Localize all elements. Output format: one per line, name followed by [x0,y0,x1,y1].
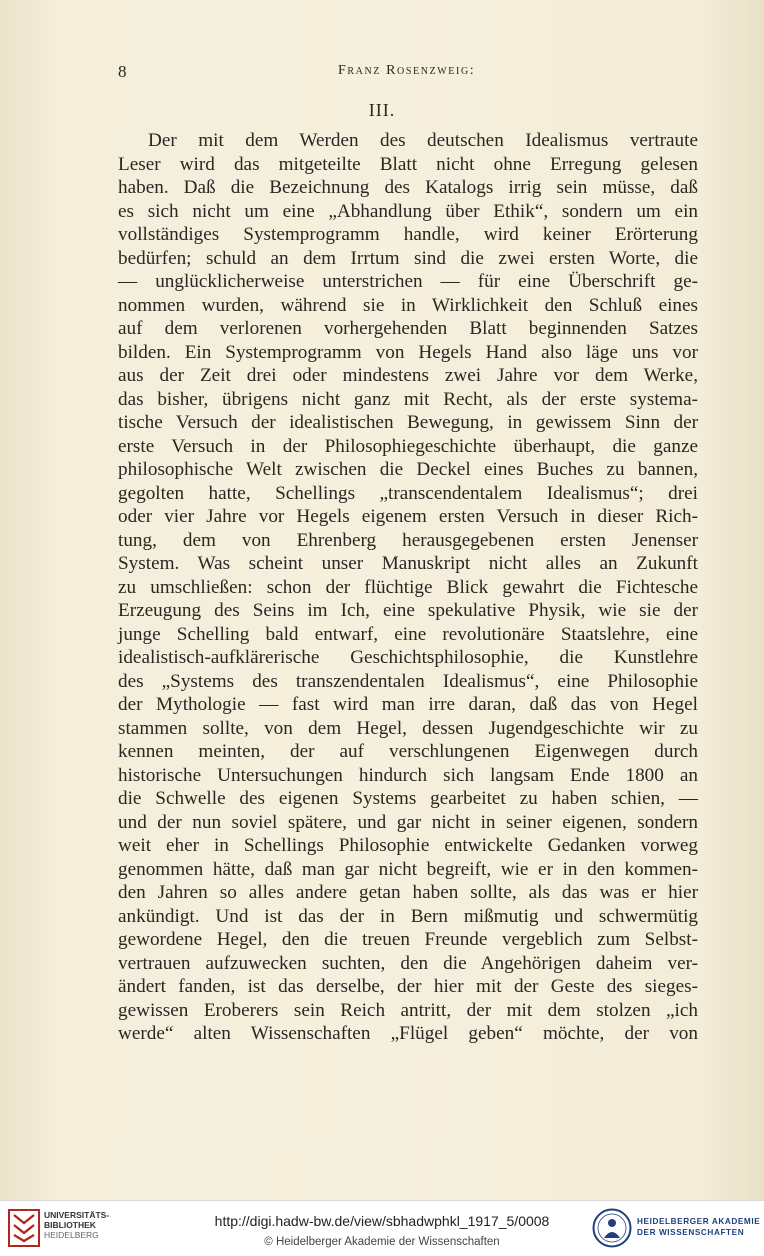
text-line: weit eher in Schellings Philosophie entwickelte Gedanken vorweg [118,835,698,856]
text-line: haben. Daß die Bezeichnung des Katalogs irrig sein müsse, daß [118,177,698,198]
viewer-footer [0,1200,764,1256]
text-line: vollständiges Systemprogramm handle, wird keiner Erörterung [118,224,698,245]
library-name-line: HEIDELBERG [44,1230,99,1240]
text-line: genommen hätte, daß man gar nicht begreift, wie er in den kommen- [118,858,698,880]
copyright-notice: © Heidelberger Akademie der Wissenschaften [264,1236,500,1248]
text-line: nommen wurden, während sie in Wirklichkeit den Schluß eines [118,294,698,316]
text-line: Der mit dem Werden des deutschen Idealismus vertraute [148,130,698,151]
text-line: tung, dem von Ehrenberg herausgegebenen ersten Jenenser [118,529,698,551]
text-line: Erzeugung des Seins im Ich, eine spekulative Physik, wie sie der [118,600,698,621]
page-number: 8 [118,62,127,81]
text-line: bilden. Ein Systemprogramm von Hegels Hand also läge uns vor [118,341,698,363]
permalink-url[interactable]: http://digi.hadw-bw.de/view/sbhadwphkl_1917_5/0008 [214,1213,550,1229]
academy-name-line: HEIDELBERGER AKADEMIE [637,1217,761,1226]
text-line: junge Schelling bald entwarf, eine revolutionäre Staatslehre, eine [118,623,698,645]
academy-name [637,1216,760,1238]
text-line: und der nun soviel spätere, und gar nicht in seiner eigenen, sondern [118,811,698,833]
text-line: des „Systems des transzendentalen Idealismus“, eine Philosophie [118,670,698,692]
text-line: ankündigt. Und ist das der in Bern mißmutig und schwermütig [118,905,698,927]
text-line: es sich nicht um eine „Abhandlung über Ethik“, sondern um ein [118,200,698,222]
academy-name-line: DER WISSENSCHAFTEN [637,1228,745,1237]
text-line: gewordene Hegel, den die treuen Freunde vergeblich zum Selbst- [118,929,698,950]
library-name-line: BIBLIOTHEK [44,1220,96,1230]
text-line: aus der Zeit drei oder mindestens zwei Jahre vor dem Werke, [118,365,698,386]
running-title: Franz Rosenzweig: [338,63,476,78]
text-line: System. Was scheint unser Manuskript nicht alles an Zukunft [118,553,698,574]
text-line: gewissen Eroberers sein Reich antritt, der mit dem stolzen „ich [118,999,698,1021]
section-heading: III. [368,100,396,120]
text-line: tische Versuch der idealistischen Bewegung, in gewissem Sinn der [118,412,698,433]
text-line: zu umschließen: schon der flüchtige Blick gewahrt die Fichtesche [118,576,698,598]
text-line: werde“ alten Wissenschaften „Flügel geben“ möchte, der von [118,1023,698,1044]
text-line: vertrauen aufzuwecken suchten, den die Angehörigen daheim ver- [118,952,698,974]
text-line: der Mythologie — fast wird man irre daran, daß das von Hegel [118,694,698,715]
text-line: — unglücklicherweise unterstrichen — für eine Überschrift ge- [118,271,698,292]
text-line: Leser wird das mitgeteilte Blatt nicht ohne Erregung gelesen [118,153,698,175]
text-line: historische Untersuchungen hindurch sich langsam Ende 1800 an [118,764,698,786]
text-line: auf dem verlorenen vorhergehenden Blatt beginnenden Satzes [118,318,698,339]
text-line: oder vier Jahre vor Hegels eigenem ersten Versuch in dieser Rich- [118,506,698,527]
body-text [118,129,698,1046]
text-line: ändert fanden, ist das derselbe, der hier mit der Geste des sieges- [118,976,698,997]
text-line: bedürfen; schuld an dem Irrtum sind die zwei ersten Worte, die [118,247,698,269]
text-line: philosophische Welt zwischen die Deckel eines Buches zu bannen, [118,459,698,480]
text-line: gegolten hatte, Schellings „transcendentalem Idealismus“; drei [118,482,698,504]
text-line: idealistisch-aufklärerische Geschichtsphilosophie, die Kunstlehre [118,647,698,668]
text-line: das bisher, übrigens nicht ganz mit Recht, als der erste systema- [118,388,698,410]
library-name-line: UNIVERSITÄTS- [44,1210,110,1220]
text-line: die Schwelle des eigenen Systems gearbeitet zu haben schien, — [118,788,698,809]
text-line: stammen sollte, von dem Hegel, dessen Jugendgeschichte wir zu [118,717,698,739]
text-line: erste Versuch in der Philosophiegeschichte überhaupt, die ganze [118,435,698,457]
running-head [118,62,698,88]
academy-seal-icon[interactable] [592,1208,632,1248]
text-line: den Jahren so alles andere getan haben sollte, als das was er hier [118,882,698,903]
text-line: kennen meinten, der auf verschlungenen Eigenwegen durch [118,741,698,762]
